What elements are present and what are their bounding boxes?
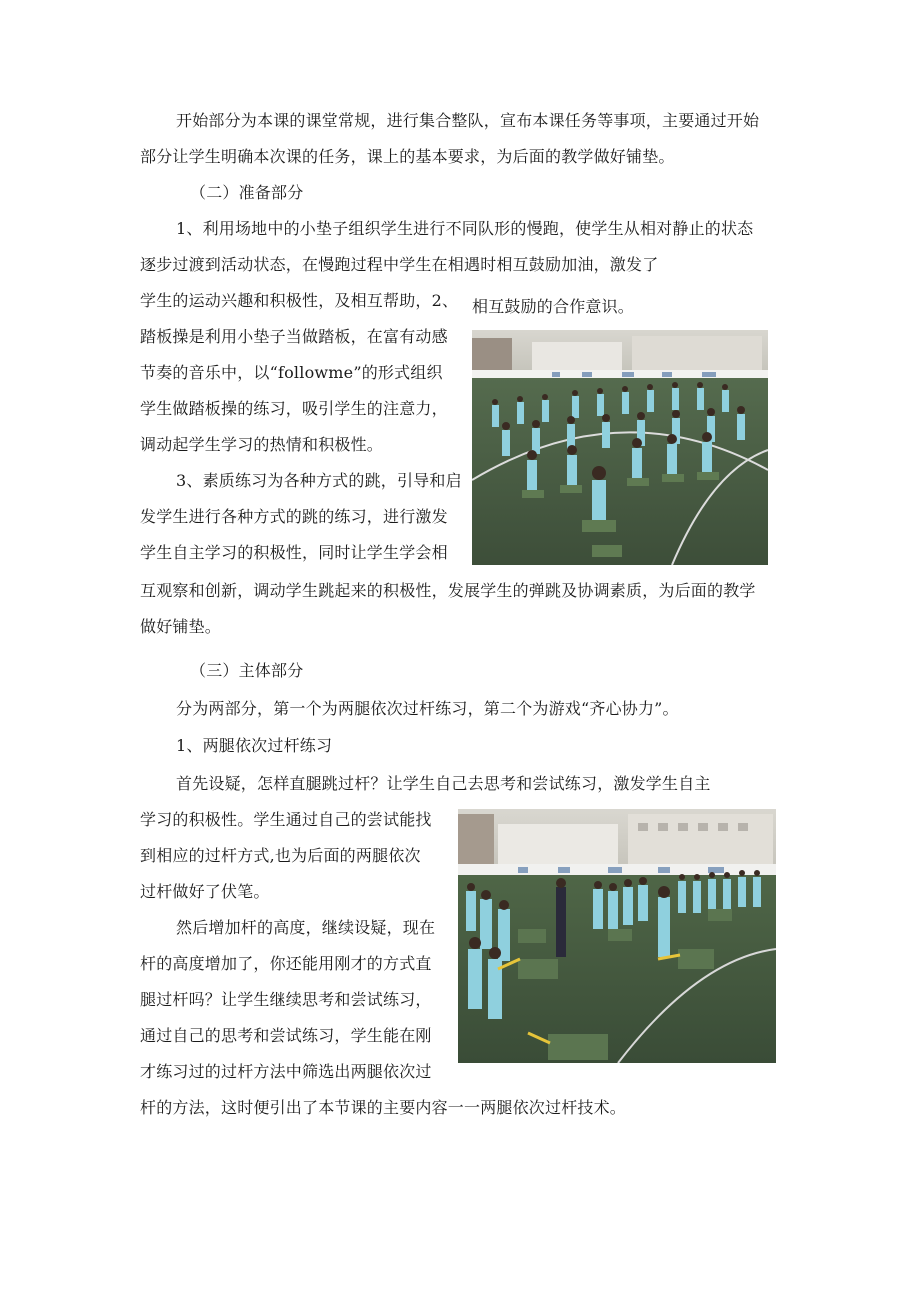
para3-line4: 互观察和创新，调动学生跳起来的积极性，发展学生的弹跳及协调素质，为后面的教学 <box>140 581 756 600</box>
para3-line3: 学生自主学习的积极性，同时让学生学会相 <box>140 543 448 562</box>
para2-line2: 逐步过渡到活动状态，在慢跑过程中学生在相遇时相互鼓励加油，激发了 <box>140 255 659 274</box>
para6-line6: 杆的方法，这时便引出了本节课的主要内容一一两腿依次过杆技术。 <box>140 1098 627 1117</box>
para1-line1: 开始部分为本课的课堂常规，进行集合整队，宣布本课任务等事项，主要通过开始 <box>176 111 760 130</box>
para2-line7: 调动起学生学习的热情和积极性。 <box>140 435 384 454</box>
para5-line3: 到相应的过杆方式,也为后面的两腿依次 <box>140 846 421 865</box>
section2-heading: （二）准备部分 <box>190 183 304 202</box>
para5-line1: 首先设疑，怎样直腿跳过杆？让学生自己去思考和尝试练习，激发学生自主 <box>176 774 711 793</box>
para2-line3b: 相互鼓励的合作意识。 <box>472 297 635 316</box>
para5-line4: 过杆做好了伏笔。 <box>140 882 270 901</box>
para1-line2: 部分让学生明确本次课的任务，课上的基本要求，为后面的教学做好铺垫。 <box>140 147 675 166</box>
para4: 分为两部分，第一个为两腿依次过杆练习，第二个为游戏“齐心协力”。 <box>176 699 679 718</box>
para5-line2: 学习的积极性。学生通过自己的尝试能找 <box>140 810 432 829</box>
para3-line2: 发学生进行各种方式的跳的练习，进行激发 <box>140 507 448 526</box>
para2-line3: 学生的运动兴趣和积极性，及相互帮助，2、 <box>140 291 459 310</box>
para6-line3: 腿过杆吗？让学生继续思考和尝试练习， <box>140 990 432 1009</box>
para2-line4: 踏板操是利用小垫子当做踏板，在富有动感 <box>140 327 448 346</box>
subheading-1: 1、两腿依次过杆练习 <box>176 736 333 755</box>
section3-heading: （三）主体部分 <box>190 661 304 680</box>
para6-line4: 通过自己的思考和尝试练习，学生能在刚 <box>140 1026 432 1045</box>
step-board-exercise-photo <box>472 330 768 565</box>
hurdle-practice-photo <box>458 809 776 1063</box>
para6-line5: 才练习过的过杆方法中筛选出两腿依次过 <box>140 1062 432 1081</box>
para2-line6: 学生做踏板操的练习，吸引学生的注意力， <box>140 399 448 418</box>
para6-line1: 然后增加杆的高度，继续设疑，现在 <box>176 918 436 937</box>
para6-line2: 杆的高度增加了，你还能用刚才的方式直 <box>140 954 432 973</box>
para3-line1: 3、素质练习为各种方式的跳，引导和启 <box>176 471 462 490</box>
para2-line5: 节奏的音乐中，以“followme”的形式组织 <box>140 363 443 382</box>
para2-line1: 1、利用场地中的小垫子组织学生进行不同队形的慢跑，使学生从相对静止的状态 <box>176 219 754 238</box>
para3-line5: 做好铺垫。 <box>140 617 222 636</box>
